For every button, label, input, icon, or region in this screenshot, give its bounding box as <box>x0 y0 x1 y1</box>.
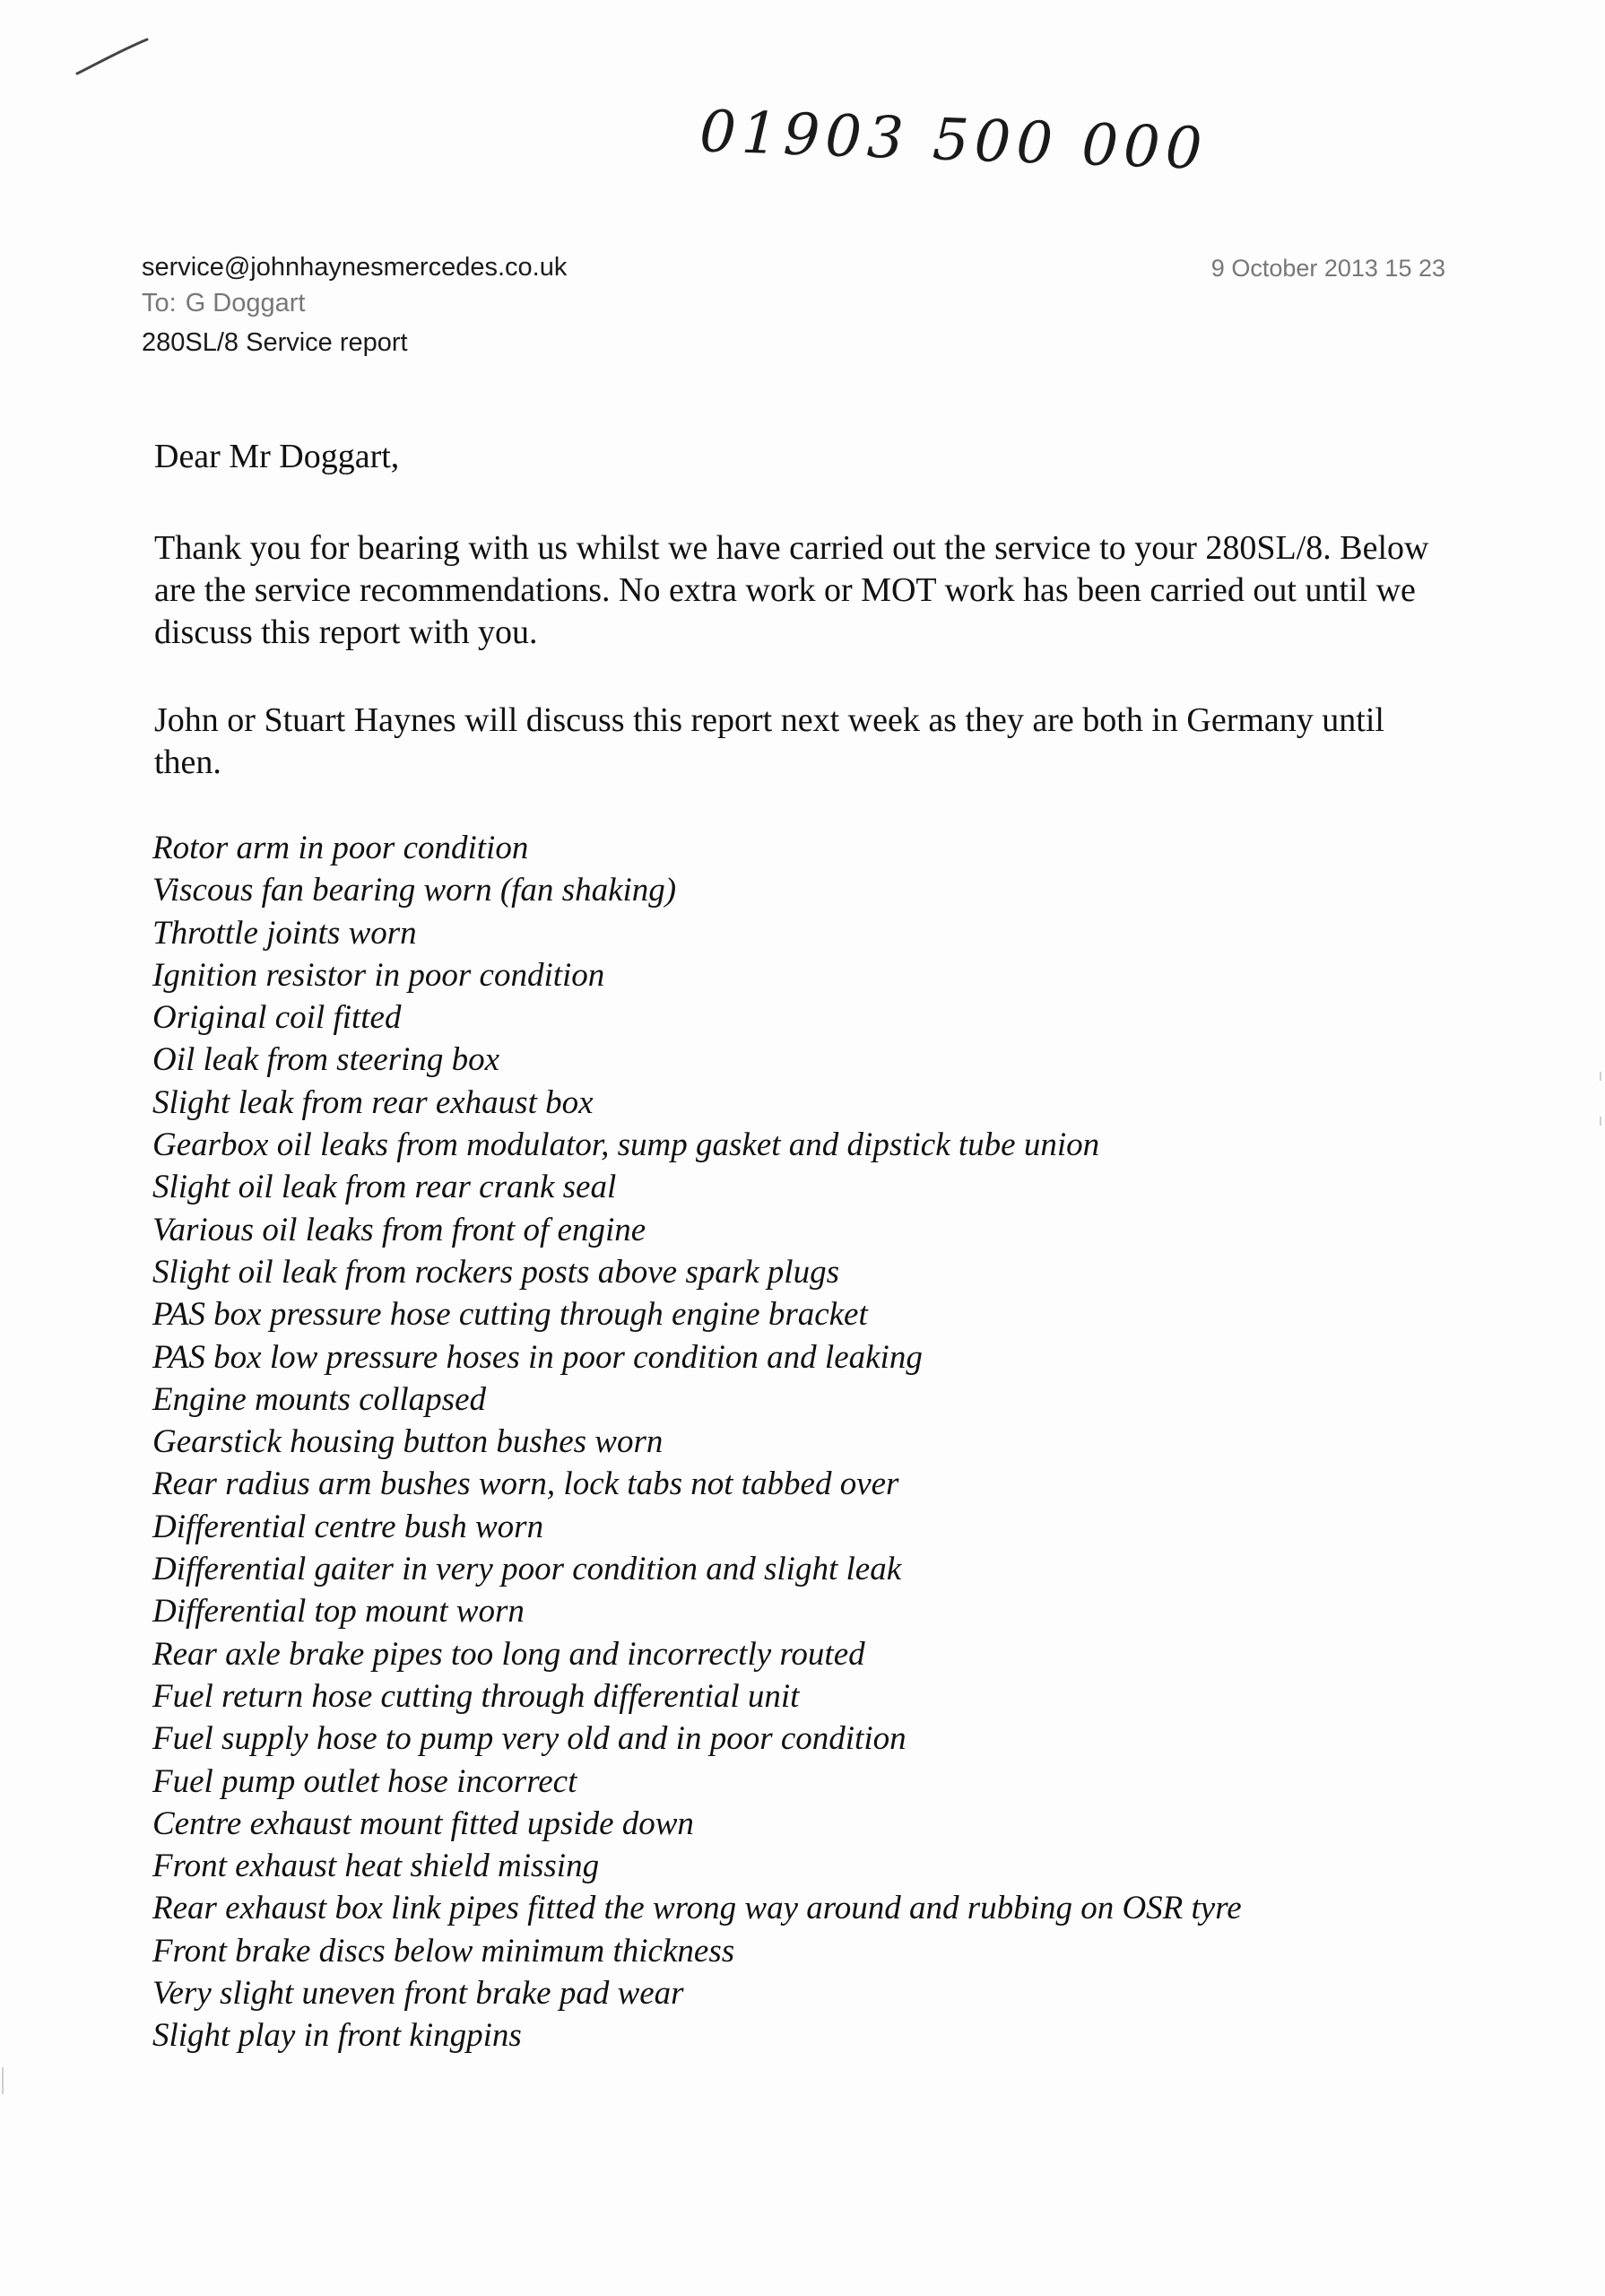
recommendation-item: Gearstick housing button bushes worn <box>152 1423 664 1461</box>
recommendation-item: Slight oil leak from rockers posts above spark plugs <box>152 1253 839 1291</box>
recommendation-item: Differential top mount worn <box>152 1593 525 1631</box>
scan-speck <box>2 2067 4 2094</box>
pen-stroke-mark <box>72 34 152 79</box>
email-to-recipient: G Doggart <box>185 289 306 317</box>
recommendation-item: Very slight uneven front brake pad wear <box>152 1975 684 2013</box>
recommendation-item: Fuel supply hose to pump very old and in poor condition <box>152 1720 907 1758</box>
recommendation-item: Fuel pump outlet hose incorrect <box>152 1762 577 1800</box>
email-to <box>142 291 305 317</box>
email-to-label: To: <box>142 289 177 317</box>
recommendation-item: Original coil fitted <box>152 999 402 1037</box>
recommendation-item: Differential gaiter in very poor condition and slight leak <box>152 1551 902 1588</box>
recommendation-item: Viscous fan bearing worn (fan shaking) <box>152 872 677 909</box>
recommendation-item: Rear radius arm bushes worn, lock tabs not tabbed over <box>152 1465 899 1503</box>
handwritten-phone-number: 01903 500 000 <box>698 99 1209 183</box>
scan-speck <box>1600 1072 1601 1081</box>
recommendation-item: Slight play in front kingpins <box>152 2017 522 2055</box>
service-recommendations-list <box>152 827 1242 2057</box>
email-from: service@johnhaynesmercedes.co.uk <box>142 253 568 282</box>
recommendation-item: Rear axle brake pipes too long and incorrectly routed <box>152 1635 865 1673</box>
recommendation-item: Engine mounts collapsed <box>152 1380 487 1418</box>
recommendation-item: Gearbox oil leaks from modulator, sump gasket and dipstick tube union <box>152 1126 1100 1164</box>
recommendation-item: Slight leak from rear exhaust box <box>152 1083 594 1121</box>
recommendation-item: Throttle joints worn <box>152 914 417 952</box>
letter-paragraph-1: Thank you for bearing with us whilst we have carried out the service to your 280SL/8. Below are the service recommendations. No extra work or MOT work has been carried out until we discuss this report with you. <box>154 529 1429 651</box>
recommendation-item: Rear exhaust box link pipes fitted the wrong way around and rubbing on OSR tyre <box>152 1890 1242 1927</box>
email-subject: 280SL/8 Service report <box>142 328 408 357</box>
recommendation-item: Centre exhaust mount fitted upside down <box>152 1805 694 1842</box>
recommendation-item: Ignition resistor in poor condition <box>152 956 605 994</box>
recommendation-item: Slight oil leak from rear crank seal <box>152 1169 617 1206</box>
recommendation-item: Oil leak from steering box <box>152 1041 500 1079</box>
recommendation-item: PAS box low pressure hoses in poor condition and leaking <box>152 1338 923 1376</box>
recommendation-item: Differential centre bush worn <box>152 1508 544 1545</box>
recommendation-item: Rotor arm in poor condition <box>152 830 529 866</box>
letter-paragraph-2: John or Stuart Haynes will discuss this report next week as they are both in Germany until then. <box>154 701 1384 781</box>
email-date: 9 October 2013 15 23 <box>1210 255 1445 282</box>
recommendation-item: Fuel return hose cutting through differential unit <box>152 1677 800 1715</box>
recommendation-item: Front exhaust heat shield missing <box>152 1848 600 1885</box>
scan-speck <box>1600 1117 1601 1126</box>
recommendation-item: Various oil leaks from front of engine <box>152 1211 646 1248</box>
letter-salutation: Dear Mr Doggart, <box>154 438 400 475</box>
recommendation-item: Front brake discs below minimum thickness <box>152 1932 735 1970</box>
recommendation-item: PAS box pressure hose cutting through engine bracket <box>152 1296 868 1334</box>
